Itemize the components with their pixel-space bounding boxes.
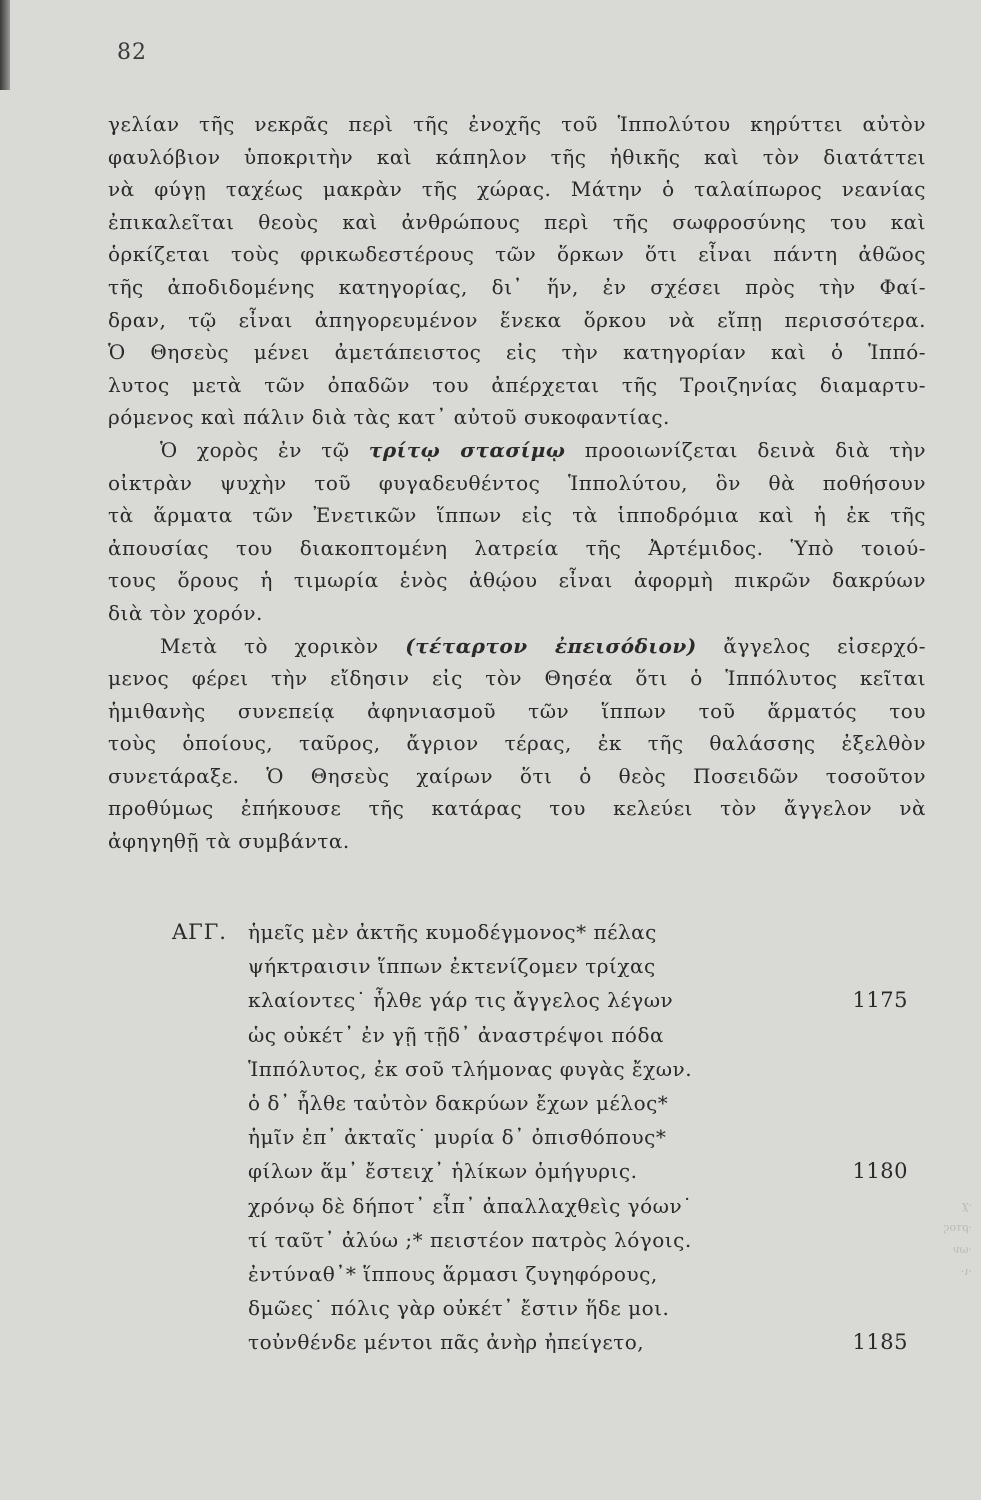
prose-line: τοὺς ὁποίους, ταῦρος, ἄγριον τέρας, ἐκ τῆς θαλάσσης ἐξελθὸν (108, 731, 926, 756)
verse-text: ἡμεῖς μὲν ἀκτῆς κυμοδέγμονος* πέλας (248, 920, 657, 944)
paragraph-1 (108, 108, 926, 434)
verse-text: ψήκτραισιν ἵππων ἐκτενίζομεν τρίχας (248, 954, 656, 979)
verse-line (172, 1325, 912, 1359)
verse-line (172, 1086, 912, 1120)
prose-line: τους ὅρους ἡ τιμωρία ἑνὸς ἀθῴου εἶναι ἀφορμὴ πικρῶν δακρύων (108, 568, 926, 593)
verse-line (172, 1291, 912, 1325)
paragraph-3 (108, 630, 926, 858)
verse-line (172, 1052, 912, 1086)
prose-line: τὰ ἅρματα τῶν Ἐνετικῶν ἵππων εἰς τὰ ἱπποδρόμια καὶ ἡ ἐκ τῆς (108, 503, 926, 528)
verse-line (172, 915, 912, 949)
prose-line: ἐπικαλεῖται θεοὺς καὶ ἀνθρώπους περὶ τῆς σωφροσύνης του καὶ (108, 209, 926, 234)
verse-line (172, 1223, 912, 1257)
verse-text: ἡμῖν ἐπ᾽ ἀκταῖς˙ μυρία δ᾽ ὀπισθόπους* (248, 1125, 667, 1150)
verse-text: ὁ δ᾽ ἦλθε ταὐτὸν δακρύων ἔχων μέλος* (248, 1090, 669, 1115)
verse-text: κλαίοντες˙ ἦλθε γάρ τις ἄγγελος λέγων (248, 988, 674, 1013)
paragraph-2-last-line: διὰ τὸν χορόν. (108, 600, 263, 625)
verse-line (172, 1189, 912, 1223)
verse-line (172, 1257, 912, 1291)
prose-line: τῆς ἀποδιδομένης κατηγορίας, δι᾽ ἥν, ἐν σχέσει πρὸς τὴν Φαί- (108, 274, 926, 299)
prose-line: δραν, τῷ εἶναι ἀπηγορευμένον ἕνεκα ὅρκου νὰ εἴπῃ περισσότερα. (108, 307, 926, 332)
page-number: 82 (117, 40, 147, 65)
prose-line: γελίαν τῆς νεκρᾶς περὶ τῆς ἐνοχῆς τοῦ Ἱππολύτου κηρύττει αὐτὸν (108, 112, 926, 136)
speaker-label: ΑΓΓ. (172, 920, 227, 944)
prose-line: ἀπουσίας του διακοπτομένη λατρεία τῆς Ἀρτέμιδος. Ὑπὸ τοιού- (108, 535, 926, 560)
prose-line: οἰκτρὰν ψυχὴν τοῦ φυγαδευθέντος Ἱππολύτου, ὃν θὰ ποθήσουν (108, 470, 926, 495)
prose-line: ρόμενος καὶ πάλιν διὰ τὰς κατ᾽ αὐτοῦ συκοφαντίας. (108, 405, 670, 430)
prose-line: προθύμως ἐπήκουσε τῆς κατάρας του κελεύει τὸν ἄγγελον νὰ (108, 796, 926, 821)
text-run: Ὁ χορὸς ἐν τῷ (160, 437, 369, 462)
verse-text: τί ταῦτ᾽ ἀλύω ;* πειστέον πατρὸς λόγοις. (248, 1227, 692, 1252)
page-edge-shadow (0, 0, 10, 90)
prose-line: λυτος μετὰ τῶν ὀπαδῶν του ἀπέρχεται τῆς Τροιζηνίας διαμαρτυ- (108, 372, 926, 397)
prose-line: Ὁ Θησεὺς μένει ἀμετάπειστος εἰς τὴν κατηγορίαν καὶ ὁ Ἱππό- (108, 340, 926, 365)
verse-text: ὡς οὐκέτ᾽ ἐν γῇ τῇδ᾽ ἀναστρέψοι πόδα (248, 1022, 664, 1047)
paragraph-3-first-line (108, 630, 926, 663)
verse-line (172, 1018, 912, 1052)
bleed-through-marks: ·χ ·ρτος ·ων ·ι· (943, 1199, 972, 1278)
verse-text: φίλων ἅμ᾽ ἔστειχ᾽ ἡλίκων ὁμήγυρις. (248, 1159, 638, 1184)
prose-line: συνετάραξε. Ὁ Θησεὺς χαίρων ὅτι ὁ θεὸς Ποσειδῶν τοσοῦτον (108, 763, 926, 788)
prose-line: νὰ φύγῃ ταχέως μακρὰν τῆς χώρας. Μάτην ὁ ταλαίπωρος νεανίας (108, 177, 926, 202)
prose-body (108, 108, 926, 858)
text-run: προοιωνίζεται δεινὰ διὰ τὴν (565, 437, 926, 462)
verse-line (172, 1120, 912, 1154)
verse-text: χρόνῳ δὲ δήποτ᾽ εἶπ᾽ ἀπαλλαχθεὶς γόων˙ (248, 1193, 693, 1218)
paragraph-2-first-line (108, 434, 926, 467)
line-number: 1180 (852, 1159, 908, 1184)
emphasis-fourth-episode: (τέταρτον ἐπεισόδιον) (405, 633, 697, 658)
prose-line: φαυλόβιον ὑποκριτὴν καὶ κάπηλον τῆς ἠθικῆς καὶ τὸν διατάττει (108, 144, 926, 169)
emphasis-third-stasimon: τρίτῳ στασίμῳ (368, 437, 566, 462)
prose-line: ὁρκίζεται τοὺς φρικωδεστέρους τῶν ὅρκων ὅτι εἶναι πάντη ἀθῶος (108, 242, 926, 267)
paragraph-3-last-line: ἀφηγηθῇ τὰ συμβάντα. (108, 829, 350, 854)
text-run: ἄγγελος εἰσερχό- (696, 633, 927, 658)
verse-text: τοὐνθένδε μέντοι πᾶς ἀνὴρ ἠπείγετο, (248, 1330, 645, 1355)
verse-line (172, 1154, 912, 1188)
paragraph-2 (108, 434, 926, 630)
prose-line: μενος φέρει τὴν εἴδησιν εἰς τὸν Θησέα ὅτι ὁ Ἱππόλυτος κεῖται (108, 666, 926, 691)
verse-text: ἐντύναθ᾽* ἵππους ἅρμασι ζυγηφόρους, (248, 1261, 658, 1286)
verse-text: Ἱππόλυτος, ἐκ σοῦ τλήμονας φυγὰς ἔχων. (248, 1056, 693, 1081)
verse-passage (172, 915, 912, 1359)
text-run: Μετὰ τὸ χορικὸν (160, 633, 406, 658)
line-number: 1185 (852, 1330, 908, 1355)
line-number: 1175 (852, 988, 908, 1013)
prose-line: ἡμιθανὴς συνεπείᾳ ἀφηνιασμοῦ τῶν ἵππων τοῦ ἅρματός του (108, 698, 926, 723)
verse-line (172, 983, 912, 1017)
verse-text: δμῶες˙ πόλις γὰρ οὐκέτ᾽ ἔστιν ἥδε μοι. (248, 1296, 670, 1321)
verse-line (172, 949, 912, 983)
